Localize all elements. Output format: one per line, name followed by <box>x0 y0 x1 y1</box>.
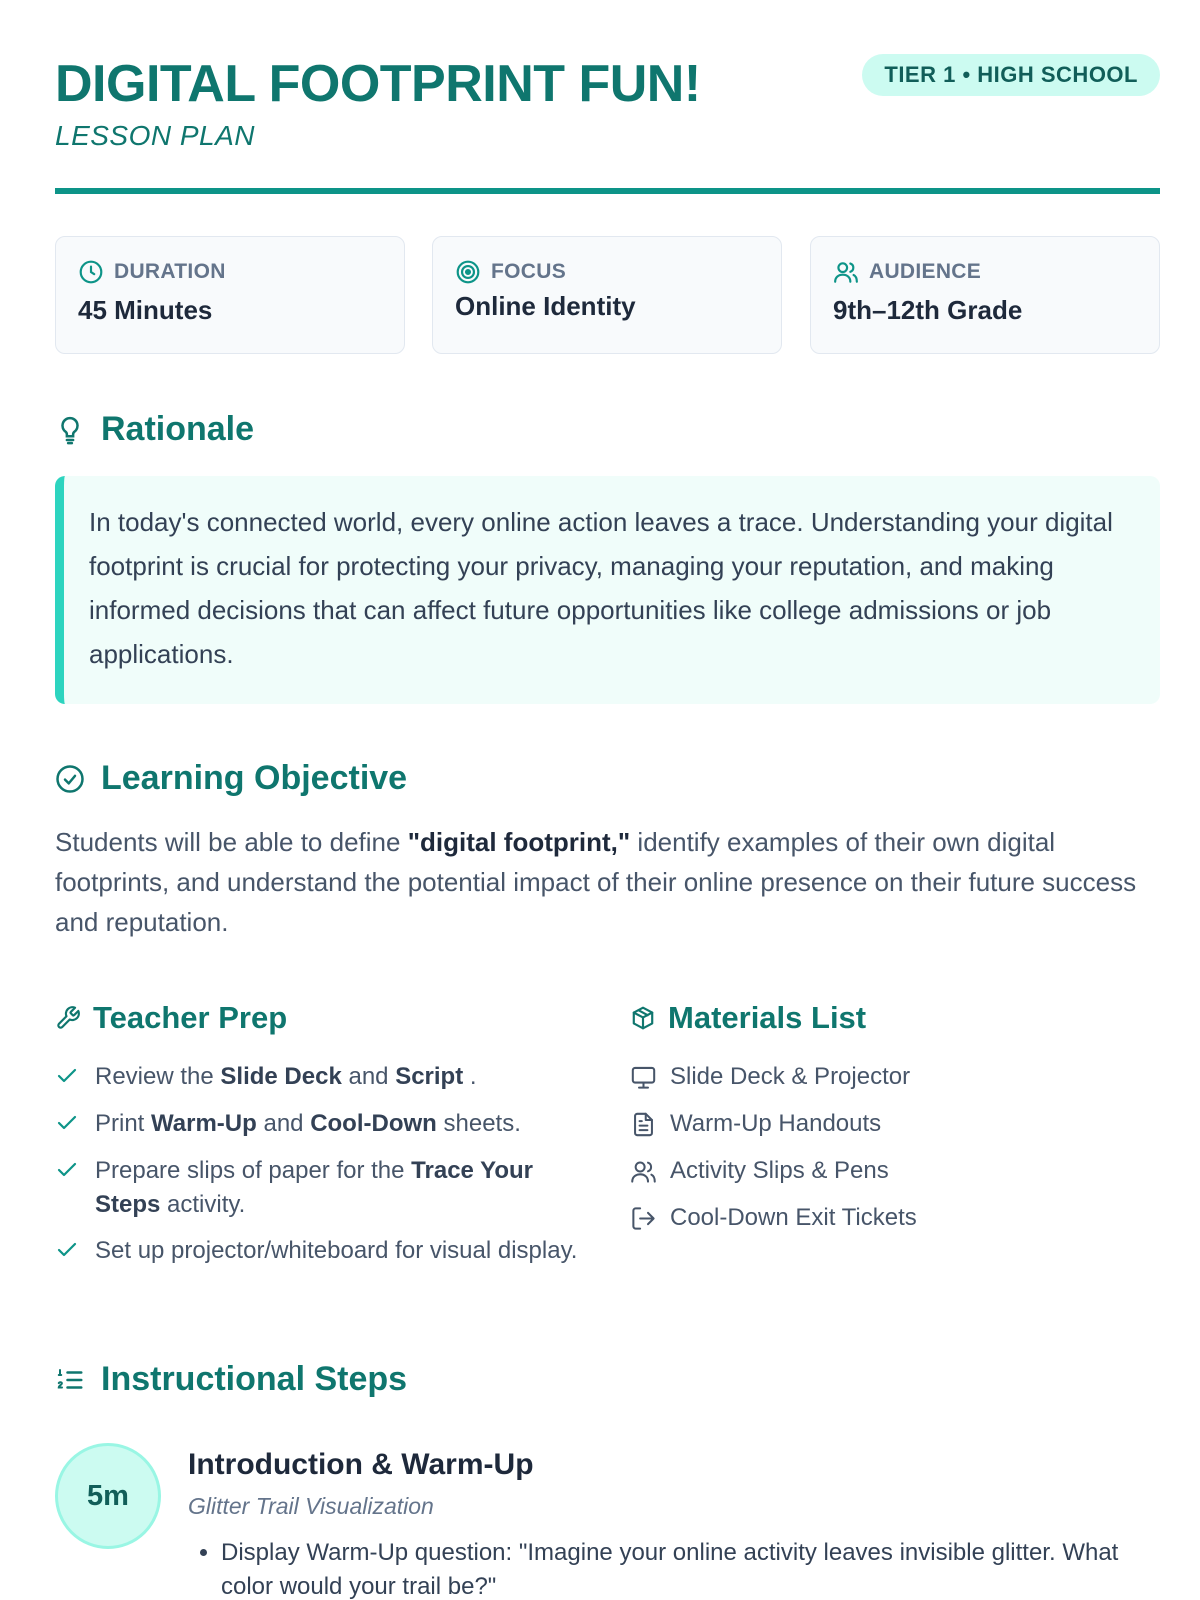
objective-keyword: "digital footprint," <box>407 827 631 857</box>
step-title: Introduction & Warm-Up <box>188 1448 534 1481</box>
numbered-list-icon <box>55 1365 85 1395</box>
box-icon <box>630 1005 656 1031</box>
card-value: Online Identity <box>455 291 636 321</box>
section-title: Teacher Prep <box>93 1000 288 1035</box>
exit-icon <box>630 1205 657 1232</box>
rationale-text: In today's connected world, every online action leaves a trace. Understanding your digital footprint is crucial for protecting your privacy, managing your reputation, and making informed decisions that can affect future opportunities like college admissions or job applications. <box>89 507 1113 669</box>
materials-list <box>630 1060 1150 1248</box>
info-cards <box>55 236 1160 354</box>
instructional-steps-heading <box>55 1360 407 1399</box>
card-value: 45 Minutes <box>78 295 213 325</box>
check-circle-icon <box>55 764 85 794</box>
focus-card <box>432 236 782 354</box>
list-item: Review the Slide Deck and Script . <box>55 1060 595 1107</box>
step-time-badge: 5m <box>55 1443 161 1549</box>
document-icon <box>630 1111 657 1138</box>
checkmark-icon <box>55 1158 79 1182</box>
section-title: Rationale <box>101 410 255 448</box>
step-subtitle: Glitter Trail Visualization <box>188 1493 434 1519</box>
list-item: Print Warm-Up and Cool-Down sheets. <box>55 1107 595 1154</box>
learning-objective-text: Students will be able to define "digital footprint," identify examples of their own digital footprints, and understand the potential impact of their online presence on their future success and reputation. <box>55 827 1137 937</box>
list-item: Warm-Up Handouts <box>630 1107 1150 1154</box>
target-icon <box>455 259 481 285</box>
teacher-prep-heading <box>55 1000 287 1036</box>
list-item: • Display Warm-Up question: "Imagine your online activity leaves invisible glitter. What color would your trail be?" <box>221 1536 1151 1600</box>
header-divider <box>55 188 1160 194</box>
card-label: AUDIENCE <box>869 260 982 283</box>
tier-badge: TIER 1 • HIGH SCHOOL <box>862 54 1160 96</box>
checkmark-icon <box>55 1064 79 1088</box>
checkmark-icon <box>55 1111 79 1135</box>
section-title: Learning Objective <box>101 759 408 797</box>
users-icon <box>630 1158 657 1185</box>
wrench-icon <box>55 1005 81 1031</box>
duration-card <box>55 236 405 354</box>
learning-objective-heading <box>55 759 407 798</box>
list-item: Slide Deck & Projector <box>630 1060 1150 1107</box>
card-label: DURATION <box>114 260 226 283</box>
audience-card <box>810 236 1160 354</box>
list-item: Activity Slips & Pens <box>630 1154 1150 1201</box>
monitor-icon <box>630 1064 657 1091</box>
card-value: 9th–12th Grade <box>833 295 1023 325</box>
page-title: DIGITAL FOOTPRINT FUN! <box>55 55 701 113</box>
checkmark-icon <box>55 1238 79 1262</box>
step-bullets <box>221 1536 1151 1600</box>
section-title: Instructional Steps <box>101 1360 408 1398</box>
teacher-prep-list <box>55 1060 595 1268</box>
list-item: Prepare slips of paper for the Trace Your Steps activity. <box>55 1154 595 1234</box>
page-subtitle: LESSON PLAN <box>55 120 256 151</box>
card-label: FOCUS <box>491 260 566 283</box>
users-icon <box>833 259 859 285</box>
clock-icon <box>78 259 104 285</box>
lightbulb-icon <box>55 415 85 445</box>
list-item: Set up projector/whiteboard for visual display. <box>55 1234 595 1268</box>
rationale-callout <box>55 476 1160 704</box>
section-title: Materials List <box>668 1000 867 1035</box>
header <box>55 0 1160 195</box>
materials-list-heading <box>630 1000 866 1036</box>
rationale-heading <box>55 410 254 449</box>
lesson-plan-page <box>55 0 1160 1600</box>
list-item: Cool-Down Exit Tickets <box>630 1201 1150 1248</box>
